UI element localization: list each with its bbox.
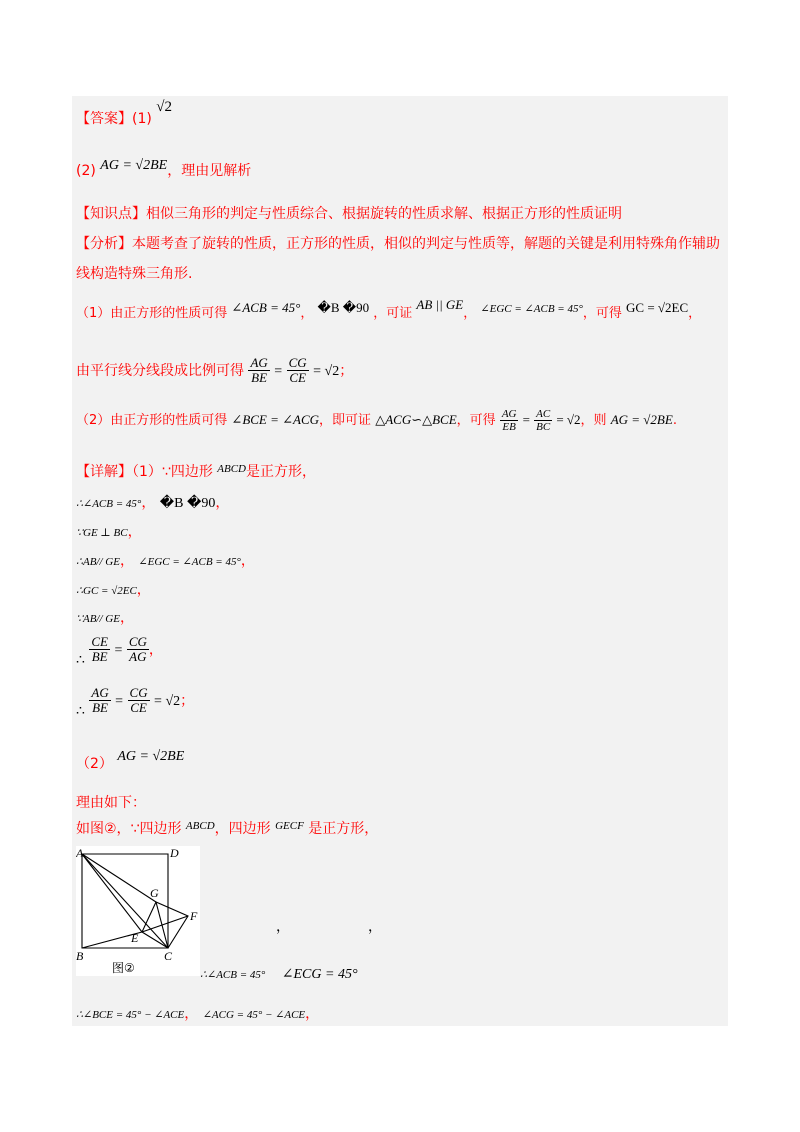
numerator: CG [129,685,148,700]
detail-line-11-text-a: 如图②，∵四边形 [76,821,182,837]
numerator: AG [91,685,109,700]
detail-line-1-math: ABCD [217,463,247,475]
detail-line-1 [76,461,316,481]
answer-line-1 [76,99,173,128]
label-b: B [76,949,84,963]
detail-line-14-math-2: ∠ACG = 45° − ∠ACE [202,1009,306,1021]
analysis-line-1 [76,233,720,253]
denominator: BE [91,649,108,665]
analysis-step-3-math-1: ∠BCE = ∠ACG [231,412,320,428]
knowledge-line [76,203,622,223]
denominator: BC [536,421,551,434]
analysis-line-2 [76,263,192,283]
denominator: CE [130,700,147,716]
detail-line-11-math-2: GECF [275,820,304,832]
numerator: CG [128,634,147,649]
equals-sign: = [274,363,283,379]
comma: ， [305,1006,320,1022]
detail-label: 【详解】 [76,464,132,480]
label-a: A [76,846,84,860]
analysis-step-2-end: ； [339,362,354,379]
detail-line-4-math-1: ∴AB// GE [76,556,120,568]
detail-line-12-comma-1 [276,916,290,936]
detail-line-7-fraction-2 [127,635,149,665]
comma: ， [119,553,134,569]
detail-line-13-math-1: ∴∠ACB = 45° [200,969,266,981]
analysis-text-1: 本题考查了旋转的性质，正方形的性质，相似的判定与性质等，解题的关键是利用特殊角作辅助 [132,236,720,252]
numerator: AG [250,355,268,370]
analysis-step-3 [76,408,677,433]
answer-part-1-math: √2 [156,99,173,115]
analysis-text-2: 线构造特殊三角形. [76,266,193,282]
analysis-step-3-math-2: △ACG∽△BCE [375,412,457,428]
label-e: E [131,931,139,945]
detail-line-12-comma-2 [368,916,382,936]
comma: ， [136,582,151,598]
answer-part-1: (1) [132,111,152,127]
analysis-step-3-tail: = √2 [556,412,581,428]
detail-line-3 [76,521,142,541]
label-c: C [164,949,173,963]
comma: ， [215,495,230,511]
answer-part-2-text: ，理由见解析 [167,163,252,179]
comma: ， [119,610,134,626]
analysis-step-1-math-2: �B �90 [317,300,370,315]
analysis-step-1-comma-3: ， [688,306,702,321]
detail-line-8-tail: = √2 [154,693,181,709]
comma: ， [184,1006,199,1022]
analysis-step-3-fraction-1 [500,408,519,433]
detail-line-11-text-c: 是正方形， [308,821,379,837]
knowledge-label: 【知识点】 [76,206,146,222]
denominator: BE [251,370,268,386]
analysis-step-1-text-c: ，可得 [582,306,622,321]
analysis-step-2-text: 由平行线分线段成比例可得 [76,362,244,379]
comma: ， [368,919,382,935]
answer-part-2-math: AG = √2BE [100,158,168,173]
analysis-step-2-fraction-2 [287,356,309,386]
label-g: G [150,886,159,900]
denominator: EB [502,421,516,434]
detail-line-1-text-b: 是正方形， [246,464,317,480]
analysis-step-3-end: . [672,413,677,429]
detail-line-14 [76,1003,319,1023]
numerator: CG [288,355,307,370]
detail-line-2-math-2: �B �90 [159,496,216,511]
detail-line-13 [200,966,358,983]
answer-line-2 [76,160,251,180]
detail-line-11 [76,818,378,838]
detail-line-13-math-2: ∠ECG = 45° [281,967,358,982]
comma: ， [127,524,142,540]
detail-line-1-text-a: （1）∵四边形 [132,464,213,480]
analysis-step-3-text-b: ，即可证 [319,413,372,429]
analysis-step-3-text-c: ，可得 [456,413,496,429]
denominator: CE [289,370,306,386]
therefore-symbol: ∴ [76,703,85,719]
figure-caption: 图② [112,961,135,975]
analysis-step-1-math-1: ∠ACB = 45° [231,300,301,315]
equals-sign: = [115,693,124,709]
therefore-symbol: ∴ [76,652,85,668]
analysis-step-1 [76,297,702,321]
analysis-step-1-math-4: ∠EGC = ∠ACB = 45° [480,303,583,315]
analysis-step-1-comma-2: ， [463,306,477,321]
numerator: CE [91,634,108,649]
answer-label: 【答案】 [76,111,132,127]
detail-line-9 [76,745,185,772]
label-d: D [170,846,179,860]
comma: ， [141,495,156,511]
answer-part-2: (2) [76,163,96,179]
denominator: AG [129,649,147,665]
comma: ， [240,553,255,569]
detail-line-2 [76,492,229,512]
detail-line-2-math-1: ∴∠ACB = 45° [76,498,142,510]
analysis-step-3-text-d: ，则 [580,413,607,429]
detail-line-6-math: ∵AB// GE [76,613,120,625]
square-diagram [76,846,200,976]
detail-line-8 [76,685,195,719]
analysis-step-3-fraction-2 [534,408,552,433]
detail-line-4 [76,550,255,570]
detail-line-11-math-1: ABCD [185,820,215,832]
detail-line-5 [76,579,151,599]
detail-line-3-math: ∵GE ⊥ BC [76,527,128,539]
detail-line-11-text-b: ，四边形 [214,821,271,837]
analysis-label: 【分析】 [76,236,132,252]
detail-line-9-label: （2） [76,756,113,772]
denominator: BE [92,700,108,716]
analysis-step-1-text-b: ，可证 [373,306,413,321]
detail-line-9-math: AG = √2BE [117,749,185,764]
equals-sign: = [114,642,123,658]
detail-line-4-math-2: ∠EGC = ∠ACB = 45° [138,556,241,568]
analysis-step-2 [76,356,353,386]
analysis-step-1-comma-1: ， [300,306,314,321]
label-f: F [190,909,198,923]
analysis-step-1-math-5: GC = √2EC [626,300,689,315]
analysis-step-3-math-3: AG = √2BE [610,412,673,428]
analysis-step-3-text-a: （2）由正方形的性质可得 [76,413,228,429]
analysis-step-1-math-3: AB || GE [416,297,464,312]
detail-line-7 [76,634,163,668]
detail-line-14-math-1: ∴∠BCE = 45° − ∠ACE [76,1009,185,1021]
analysis-step-2-tail: = √2 [313,363,340,379]
detail-line-10-text: 理由如下： [76,795,146,811]
analysis-step-2-fraction-1 [248,356,269,386]
analysis-step-1-text-a: （1）由正方形的性质可得 [76,306,228,321]
numerator: AG [501,408,517,420]
knowledge-text: 相似三角形的判定与性质综合、根据旋转的性质求解、根据正方形的性质证明 [146,206,622,222]
detail-line-5-math: ∴GC = √2EC [76,585,137,597]
equals-sign: = [522,412,530,428]
detail-line-8-fraction-1 [89,686,110,716]
comma: ， [148,641,163,658]
detail-line-6 [76,607,134,627]
semicolon: ； [180,692,195,709]
detail-line-8-fraction-2 [128,686,150,716]
detail-line-10 [76,792,146,812]
comma: ， [276,919,290,935]
numerator: AC [536,408,551,420]
detail-line-7-fraction-1 [89,635,110,665]
